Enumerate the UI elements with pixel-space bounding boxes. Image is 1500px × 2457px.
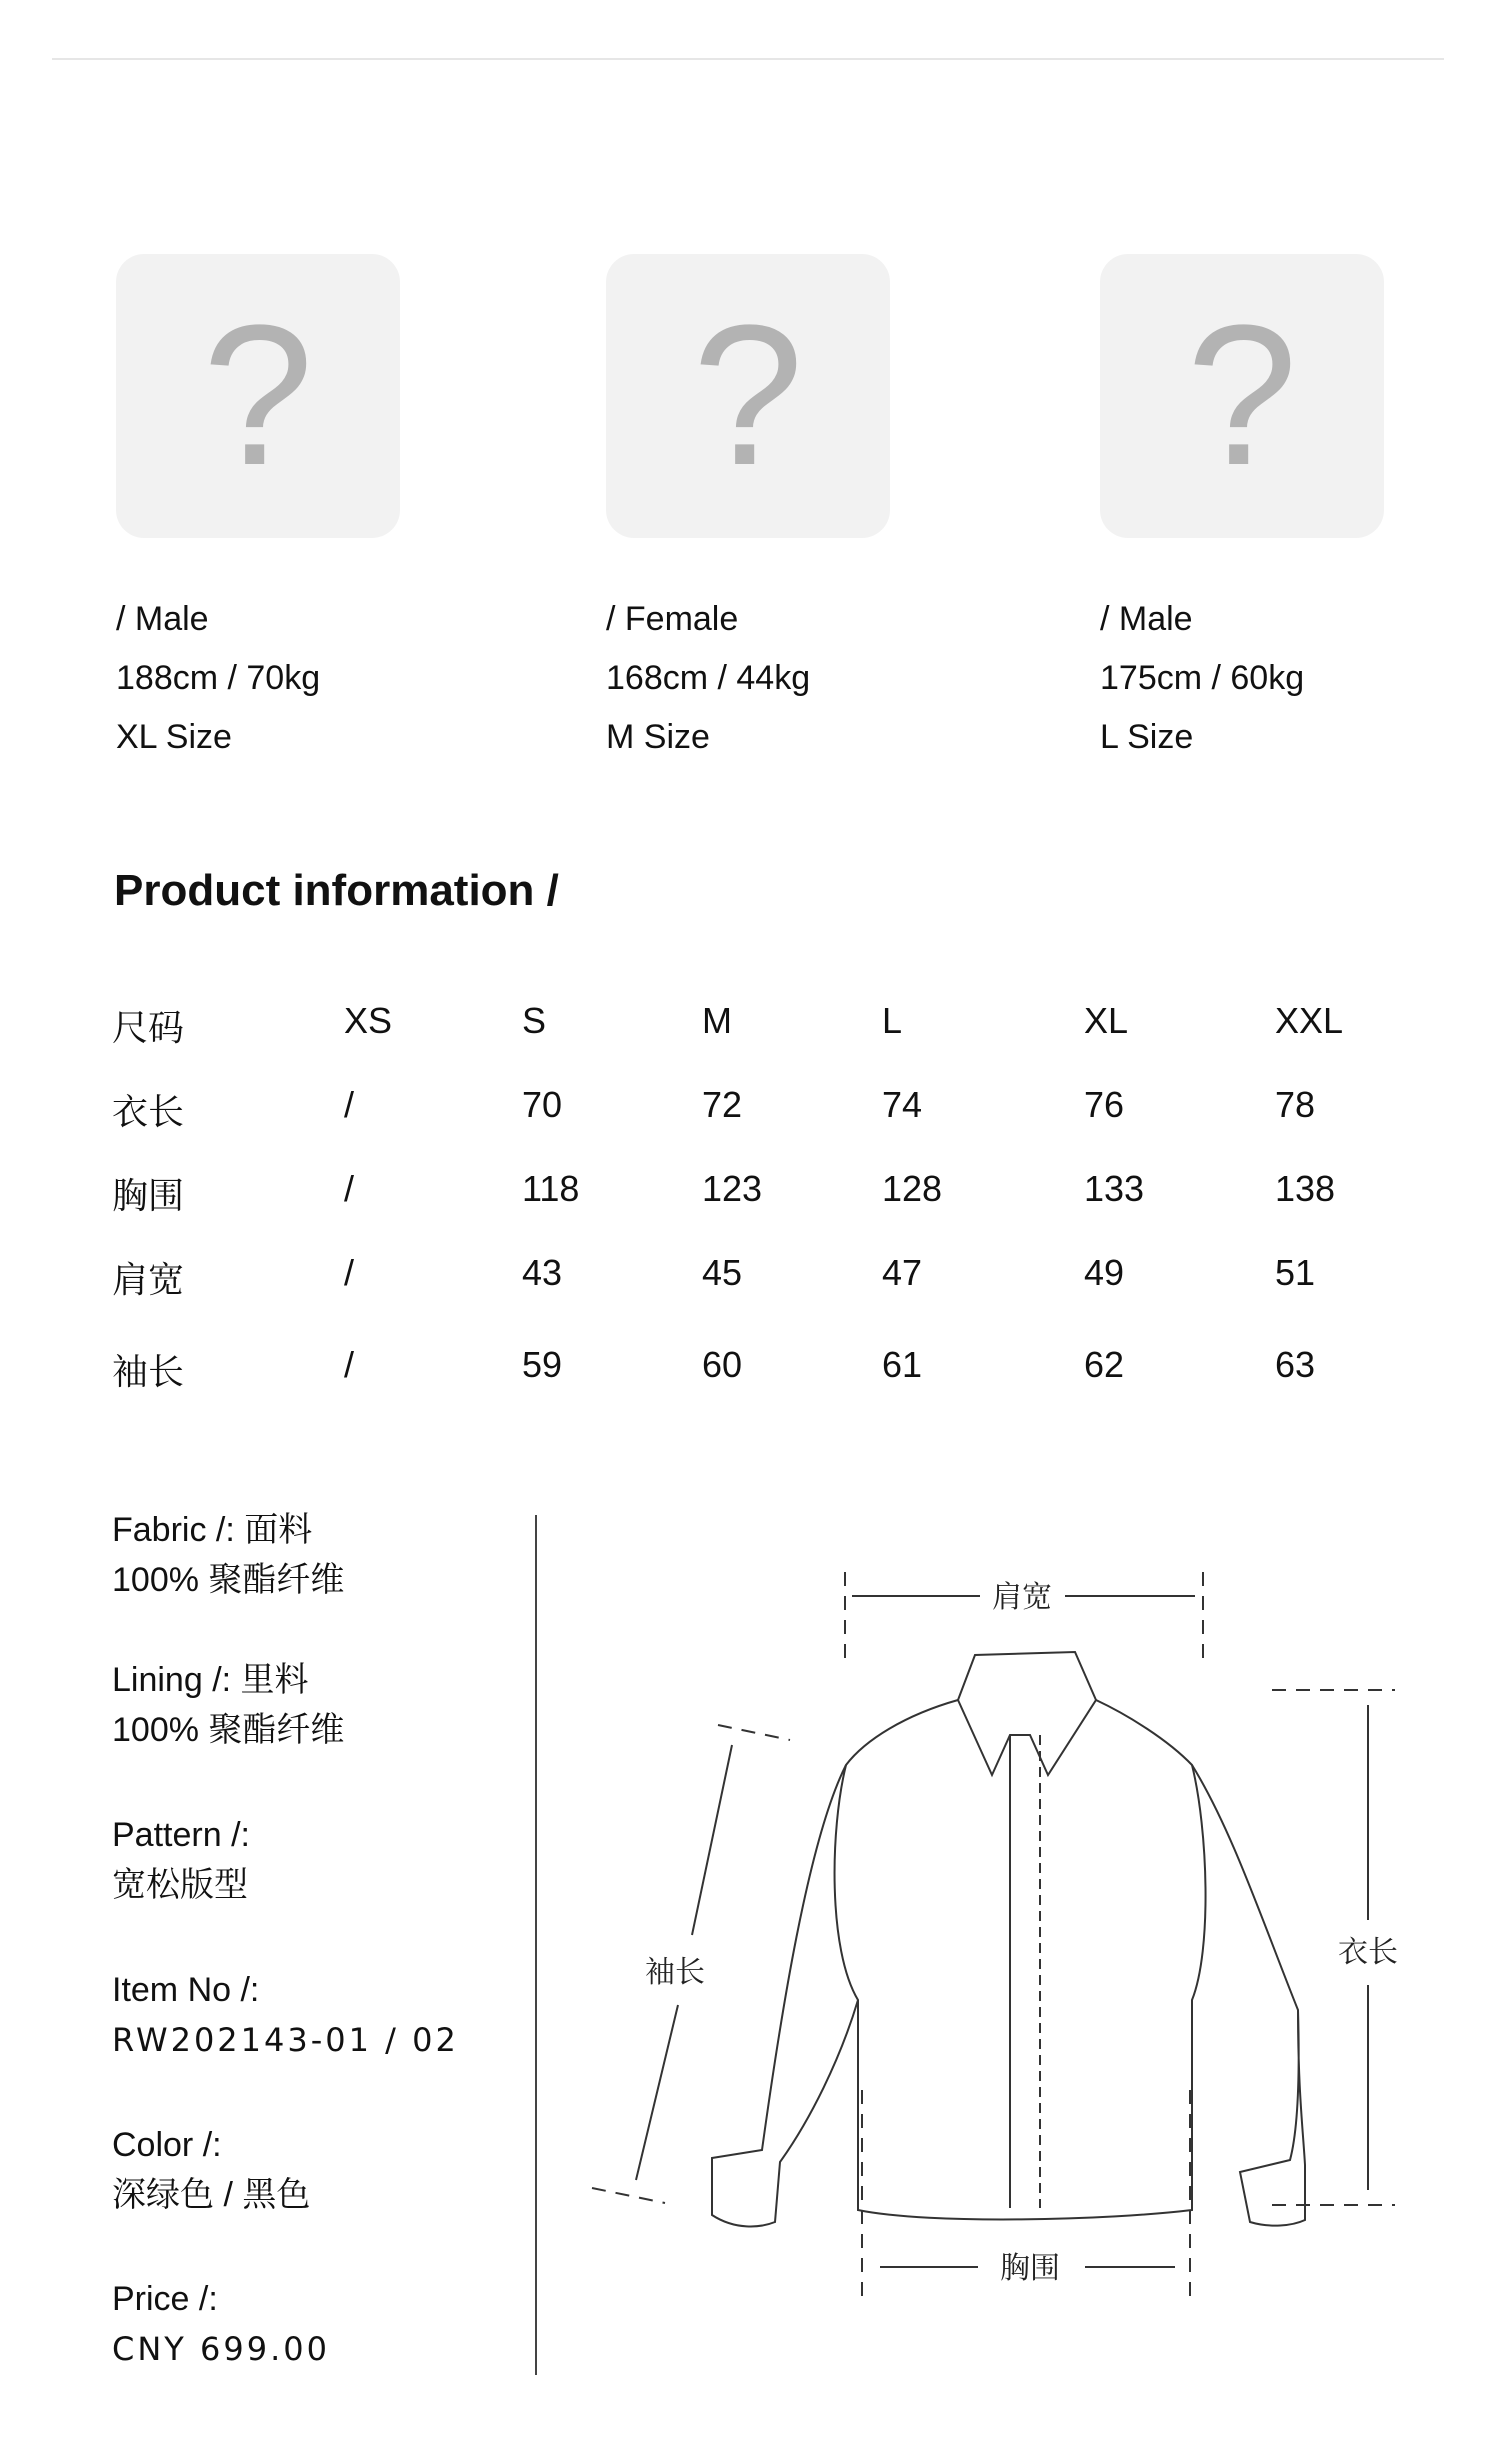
- spec-label: Item No /:: [112, 1971, 260, 2009]
- header-cell: XS: [344, 1000, 393, 1041]
- table-cell: 51: [1275, 1252, 1316, 1293]
- table-cell: 63: [1275, 1344, 1316, 1385]
- header-cell: L: [882, 1000, 903, 1041]
- shirt-body-outline: [835, 1700, 1206, 2219]
- table-cell: 70: [522, 1084, 563, 1125]
- table-cell: 133: [1084, 1168, 1145, 1209]
- sleeve-guide-bottom: [592, 2188, 665, 2203]
- model-card-1: [116, 254, 416, 767]
- model-photo-placeholder: [1100, 254, 1384, 538]
- top-divider: [52, 58, 1444, 60]
- table-cell: 60: [702, 1344, 743, 1385]
- table-row: [112, 1252, 1392, 1302]
- model-measurements: 168cm / 44kg: [606, 659, 811, 697]
- spec-item-no: [112, 1965, 459, 2065]
- header-cell: XXL: [1275, 1000, 1344, 1041]
- spec-label: Fabric /: 面料: [112, 1511, 313, 1549]
- spec-lining: [112, 1655, 344, 1755]
- spec-label: Pattern /:: [112, 1816, 250, 1854]
- spec-price: [112, 2274, 330, 2374]
- table-row: [112, 1168, 1392, 1218]
- length-label: 衣长: [1338, 1935, 1398, 1970]
- row-label: 衣长: [112, 1091, 185, 1132]
- shoulder-label: 肩宽: [992, 1580, 1052, 1615]
- spec-pattern: [112, 1810, 250, 1910]
- table-row: [112, 1084, 1392, 1134]
- spec-value: 宽松版型: [112, 1866, 248, 1904]
- collar-outline: [958, 1652, 1096, 1775]
- row-label: 胸围: [112, 1175, 185, 1216]
- spec-value: RW202143-01 / 02: [112, 2021, 459, 2059]
- model-size: XL Size: [116, 718, 232, 756]
- table-cell: /: [344, 1252, 355, 1293]
- model-card-3: [1100, 254, 1400, 767]
- table-cell: 62: [1084, 1344, 1125, 1385]
- size-table-header: [112, 1000, 1392, 1050]
- spec-value: CNY 699.00: [112, 2330, 330, 2368]
- table-cell: 47: [882, 1252, 923, 1293]
- sleeve-label: 袖长: [645, 1955, 705, 1990]
- table-row: [112, 1344, 1392, 1394]
- spec-value: 深绿色 / 黑色: [112, 2176, 311, 2214]
- table-cell: 76: [1084, 1084, 1125, 1125]
- sleeve-dimension-line-bottom: [636, 2005, 678, 2180]
- model-card-2: [606, 254, 906, 767]
- header-cell: M: [702, 1000, 732, 1041]
- model-gender: / Male: [1100, 600, 1193, 638]
- table-cell: /: [344, 1344, 355, 1385]
- model-photo-placeholder: [116, 254, 400, 538]
- row-label: 肩宽: [112, 1259, 185, 1300]
- chest-label: 胸围: [1000, 2251, 1060, 2286]
- spec-label: Price /:: [112, 2280, 218, 2318]
- spec-label: Lining /: 里料: [112, 1661, 309, 1699]
- question-mark-icon: ?: [202, 284, 314, 507]
- table-cell: 118: [522, 1168, 580, 1209]
- header-cell: S: [522, 1000, 547, 1041]
- sleeve-guide-top: [718, 1725, 790, 1740]
- model-measurements: 188cm / 70kg: [116, 659, 321, 697]
- question-mark-icon: ?: [1186, 284, 1298, 507]
- table-cell: 74: [882, 1084, 923, 1125]
- spec-label: Color /:: [112, 2126, 222, 2164]
- model-gender: / Female: [606, 600, 739, 638]
- sleeve-dimension-line-top: [692, 1745, 732, 1935]
- table-cell: 45: [702, 1252, 743, 1293]
- table-cell: 72: [702, 1084, 743, 1125]
- header-cell: XL: [1084, 1000, 1129, 1041]
- spec-color: [112, 2120, 310, 2220]
- spec-value: 100% 聚酯纤维: [112, 1561, 345, 1599]
- spec-fabric: [112, 1505, 344, 1605]
- product-info-title: Product information /: [114, 866, 559, 915]
- shirt-size-diagram: [570, 1520, 1410, 2340]
- model-size: L Size: [1100, 718, 1194, 756]
- table-cell: 43: [522, 1252, 563, 1293]
- header-cell: 尺码: [112, 1007, 185, 1048]
- model-gender: / Male: [116, 600, 209, 638]
- table-cell: /: [344, 1168, 355, 1209]
- table-cell: 78: [1275, 1084, 1316, 1125]
- table-cell: 61: [882, 1344, 923, 1385]
- spec-value: 100% 聚酯纤维: [112, 1711, 345, 1749]
- row-label: 袖长: [112, 1351, 185, 1392]
- model-photo-placeholder: [606, 254, 890, 538]
- model-size: M Size: [606, 718, 710, 756]
- table-cell: 49: [1084, 1252, 1125, 1293]
- model-measurements: 175cm / 60kg: [1100, 659, 1305, 697]
- vertical-divider: [535, 1515, 537, 2375]
- table-cell: 138: [1275, 1168, 1336, 1209]
- table-cell: 128: [882, 1168, 943, 1209]
- table-cell: 59: [522, 1344, 563, 1385]
- question-mark-icon: ?: [692, 284, 804, 507]
- right-sleeve-outline: [1192, 1765, 1305, 2226]
- table-cell: 123: [702, 1168, 763, 1209]
- table-cell: /: [344, 1084, 355, 1125]
